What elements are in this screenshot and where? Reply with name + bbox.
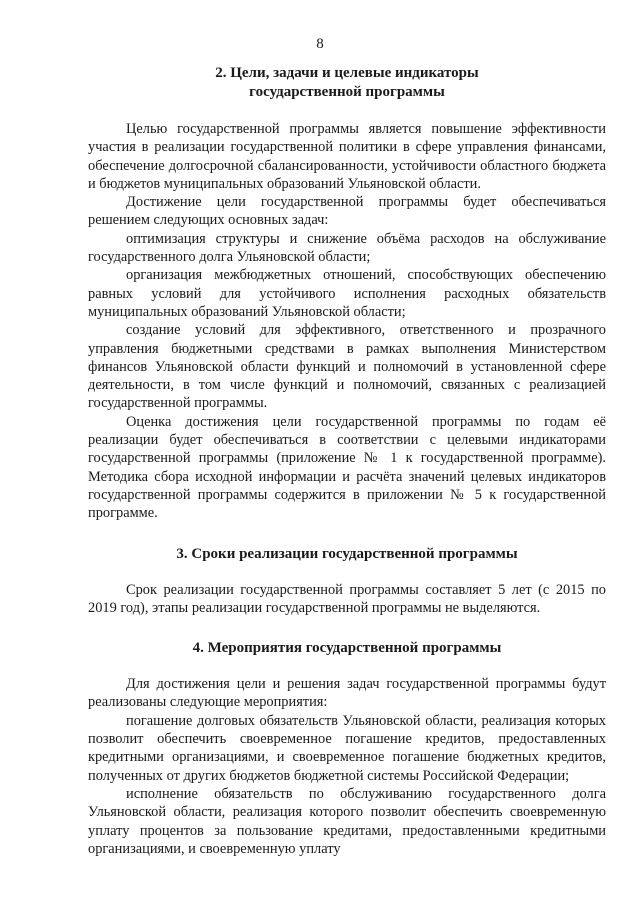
section-2-paragraph: оптимизация структуры и снижение объёма расходов на обслуживание государственного долга Ульяновской области; [88, 230, 606, 266]
section-4-paragraph: погашение долговых обязательств Ульяновской области, реализация которых позволит обеспечить своевременное погашение кредитов, предоставленных кредитными организациями, и своевременное погашение бюджетных кредитов, полученных от других бюджетов бюджетной системы Российской Федерации; [88, 712, 606, 784]
section-3-paragraph: Срок реализации государственной программы составляет 5 лет (с 2015 по 2019 год), этапы реализации государственной программы не выделяются. [88, 581, 606, 616]
section-2-heading [88, 64, 606, 102]
section-2-paragraph: создание условий для эффективного, ответственного и прозрачного управления бюджетными средствами в рамках выполнения Министерством финансов Ульяновской области функций и полномочий в установленной сфере деятельности, в том числе функций и полномочий, связанных с реализацией государственной программы. [88, 322, 606, 412]
section-4-heading [88, 639, 606, 658]
page-number: 8 [316, 36, 324, 52]
section-2-paragraph: Достижение цели государственной программы будет обеспечиваться решением следующих основных задач: [88, 194, 606, 229]
section-4-heading-line-1: 4. Мероприятия государственной программы [192, 640, 502, 657]
section-3-heading [88, 545, 606, 564]
section-4-paragraph: Для достижения цели и решения задач государственной программы будут реализованы следующие мероприятия: [88, 676, 606, 711]
section-2-paragraph: организация межбюджетных отношений, способствующих обеспечению равных условий для устойчивого исполнения расходных обязательств муниципальных образований Ульяновской области; [88, 267, 606, 320]
document-body [88, 64, 606, 858]
section-2-heading-line-2: государственной программы [249, 84, 445, 100]
section-2-paragraph: Целью государственной программы является повышение эффективности участия в реализации государственной политики в сфере управления финансами, обеспечение долгосрочной сбалансированности, устойчивости областного бюджета и бюджетов муниципальных образований Ульяновской области. [88, 121, 606, 192]
section-2-heading-line-1: 2. Цели, задачи и целевые индикаторы [215, 65, 479, 81]
section-4-paragraph: исполнение обязательств по обслуживанию государственного долга Ульяновской области, реализация которого позволит обеспечить своевременную уплату процентов за пользование кредитами, предоставленными кредитными организациями, и своевременную уплату [88, 785, 606, 857]
section-3-heading-line-1: 3. Сроки реализации государственной программы [176, 545, 518, 562]
section-2-paragraph: Оценка достижения цели государственной программы по годам её реализации будет обеспечиваться в соответствии с целевыми индикаторами государственной программы (приложение № 1 к государственной программе). Методика сбора исходной информации и расчёта значений целевых индикаторов государственной программы содержится в приложении № 5 к государственной программе. [88, 413, 606, 522]
